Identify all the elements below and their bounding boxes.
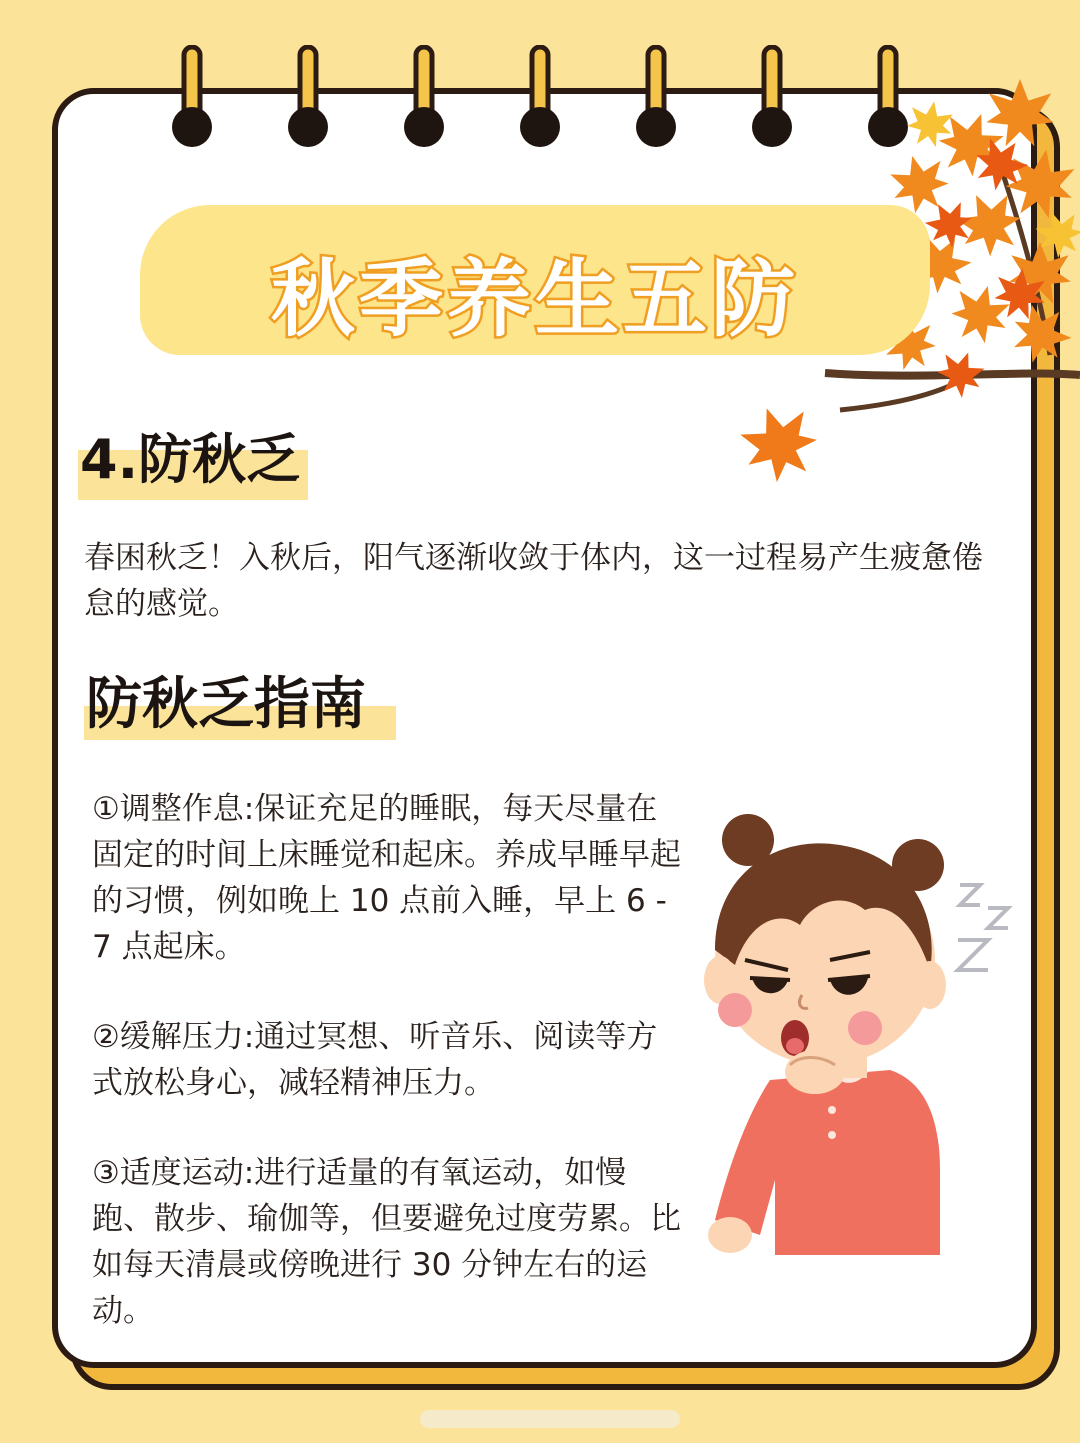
binder-ring-icon [626,45,686,155]
guide-item-exercise: ③适度运动:进行适量的有氧运动，如慢跑、散步、瑜伽等，但要避免过度劳累。比如每天清晨或傍晚进行 30 分钟左右的运动。 [92,1155,681,1329]
yawning-girl-illustration [690,810,1035,1280]
page-title: 秋季养生五防 [270,250,799,348]
binder-ring-icon [162,45,222,155]
section-intro: 春困秋乏！入秋后，阳气逐渐收敛于体内，这一过程易产生疲惫倦怠的感觉。 [84,540,983,622]
binder-ring-icon [394,45,454,155]
guide-heading: 防秋乏指南 [86,672,366,737]
watermark [420,1410,680,1428]
binder-ring-icon [278,45,338,155]
binder-ring-icon [510,45,570,155]
guide-item-sleep: ①调整作息:保证充足的睡眠，每天尽量在固定的时间上床睡觉和起床。养成早睡早起的习惯，例如晚上 10 点前入睡，早上 6 - 7 点起床。 [92,791,681,965]
guide-item-stress: ②缓解压力:通过冥想、听音乐、阅读等方式放松身心，减轻精神压力。 [92,1019,658,1101]
section-heading: 4.防秋乏 [80,428,301,491]
